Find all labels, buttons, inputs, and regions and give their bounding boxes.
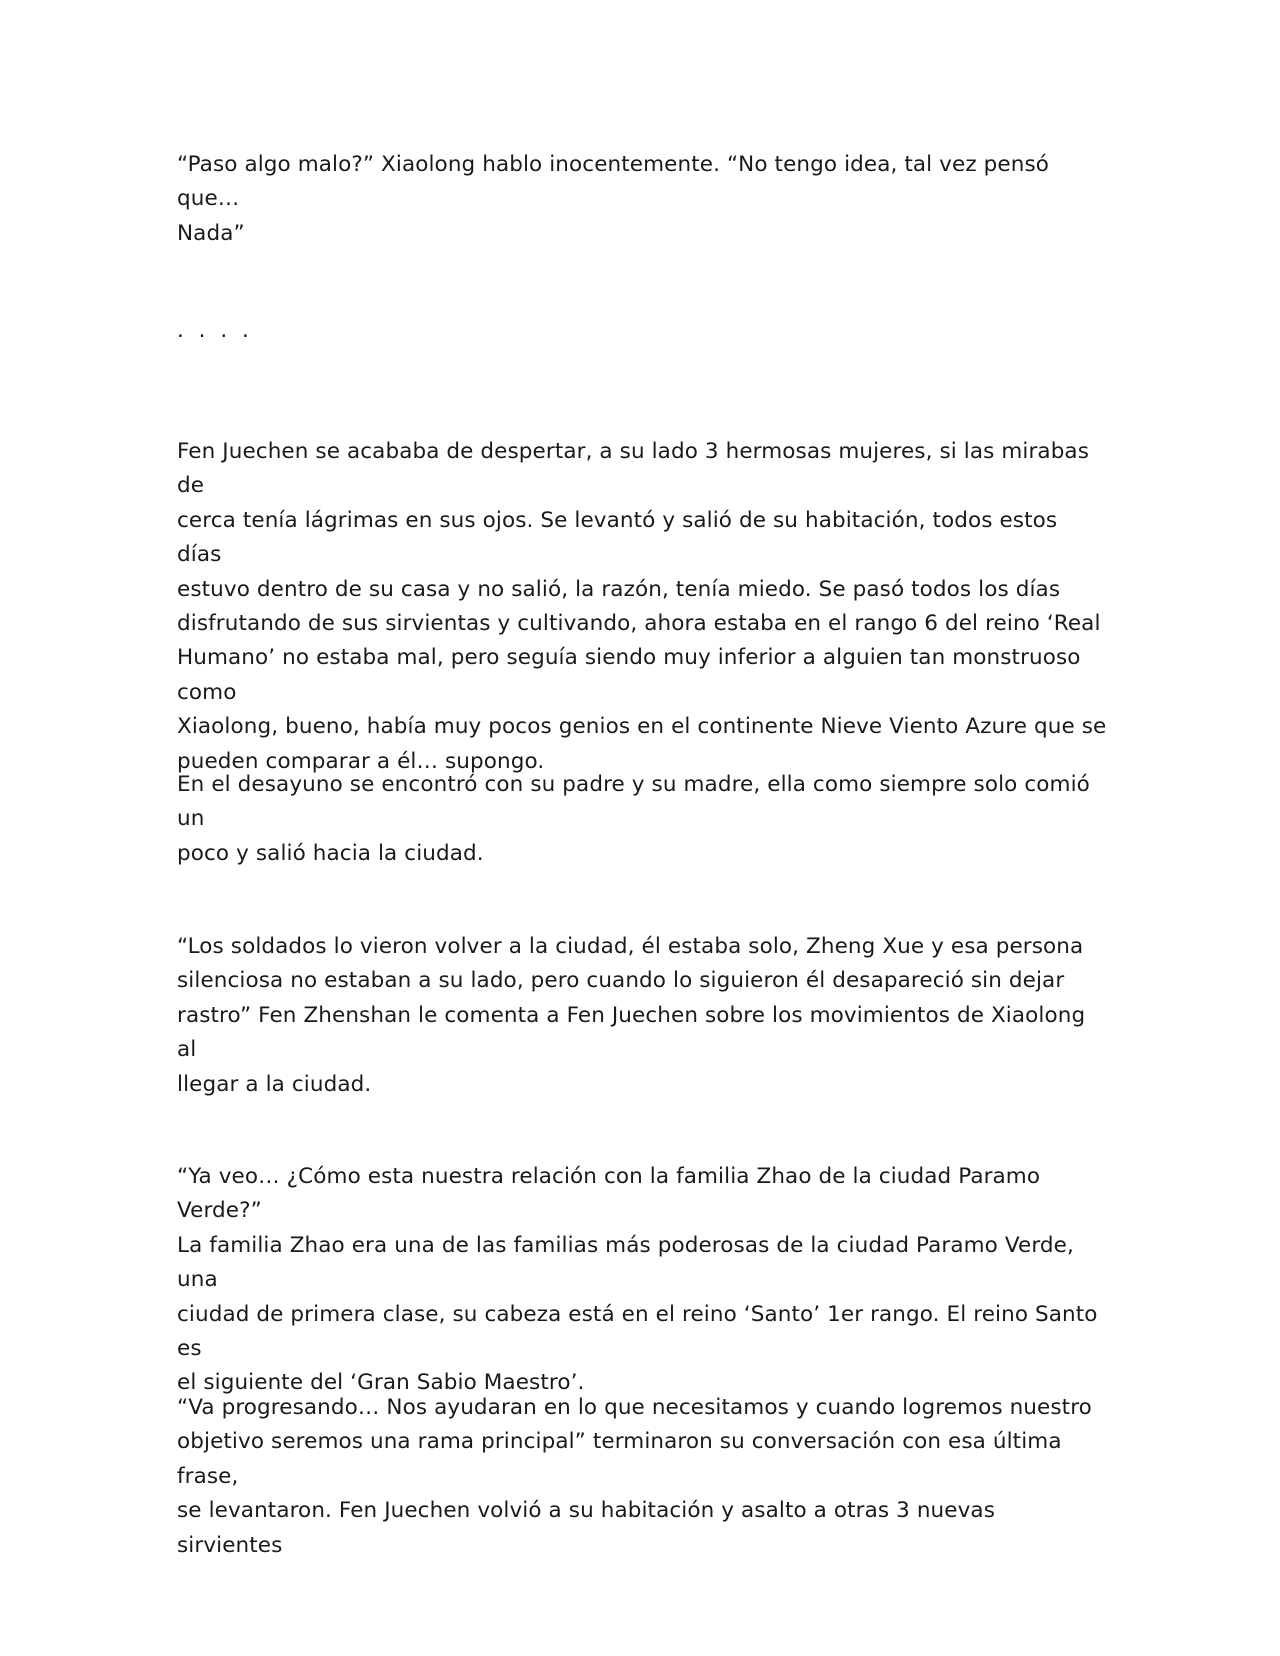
paragraph-5: “Los soldados lo vieron volver a la ciudad, él estaba solo, Zheng Xue y esa persona silenciosa no estaban a su lado, pero cuando lo siguieron él desapareció sin dejar rastro” Fen Zhenshan le comenta a Fen Juechen sobre los movimientos de Xiaolong al llegar a la ciudad.	[177, 934, 1086, 1097]
section-break: . . . .	[177, 318, 253, 343]
paragraph-7: “Va progresando… Nos ayudaran en lo que necesitamos y cuando logremos nuestro objetivo seremos una rama principal” terminaron su conversación con esa última frase, se levantaron. Fen Juechen volvió a su habitación y asalto a otras 3 nuevas sirvientes	[177, 1395, 1092, 1558]
paragraph-6: “Ya veo… ¿Cómo esta nuestra relación con la familia Zhao de la ciudad Paramo Verde?” La familia Zhao era una de las familias más poderosas de la ciudad Paramo Verde, una ciudad de primera clase, su cabeza está en el reino ‘Santo’ 1er rango. El reino Santo es el siguiente del ‘Gran Sabio Maestro’.	[177, 1164, 1098, 1396]
paragraph-4: En el desayuno se encontró con su padre y su madre, ella como siempre solo comió un poco y salió hacia la ciudad.	[177, 772, 1090, 866]
paragraph-3: Fen Juechen se acababa de despertar, a su lado 3 hermosas mujeres, si las mirabas de cerca tenía lágrimas en sus ojos. Se levantó y salió de su habitación, todos estos días estuvo dentro de su casa y no salió, la razón, tenía miedo. Se pasó todos los días disfrutando de sus sirvientas y cultivando, ahora estaba en el rango 6 del reino ‘Real Humano’ no estaba mal, pero seguía siendo muy inferior a alguien tan monstruoso como Xiaolong, bueno, había muy pocos genios en el continente Nieve Viento Azure que se pueden comparar a él… supongo.	[177, 439, 1107, 774]
paragraph-1: “Paso algo malo?” Xiaolong hablo inocentemente. “No tengo idea, tal vez pensó que… Nada”	[177, 152, 1050, 246]
